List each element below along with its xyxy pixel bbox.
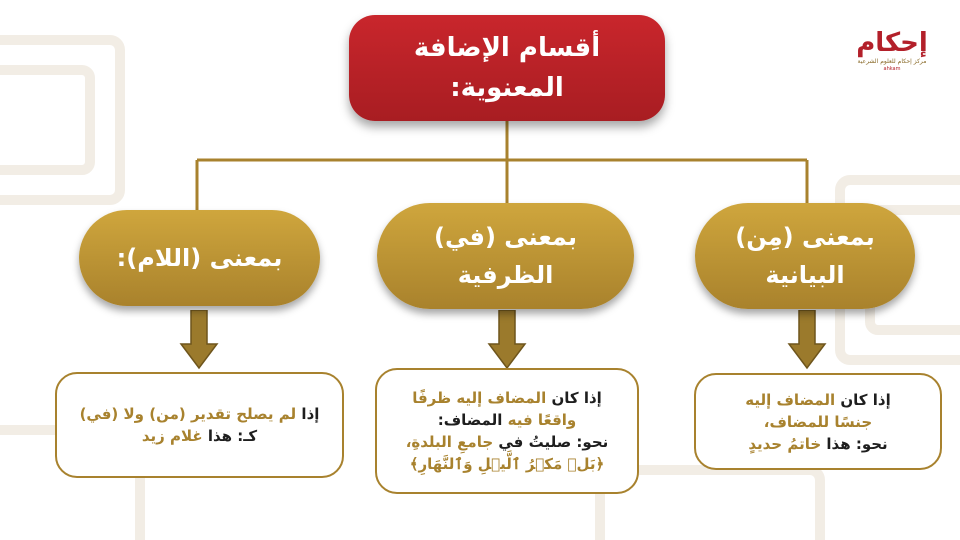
category-min-bayaniyya: [695, 203, 915, 309]
logo-tagline: ahkam: [883, 66, 901, 72]
desc-right-l3b: خاتمُ حديدٍ: [748, 434, 827, 453]
desc-right-l1b: المضاف إليه: [745, 390, 841, 409]
category-lam: [79, 210, 320, 306]
title-line-1: أقسام الإضافة: [413, 33, 601, 63]
desc-right-line-1: [706, 389, 930, 411]
desc-left-l2b: غلام زيد: [141, 427, 208, 445]
description-fi: [375, 368, 639, 494]
desc-left-l2a: كـ: هذا: [207, 427, 258, 445]
logo-name: إحكام: [856, 28, 928, 58]
category-middle-line-2: الظرفية: [457, 261, 554, 289]
down-arrow-middle: [487, 310, 527, 370]
desc-middle-quran-verse: ﴿بَلۡ مَكۡرُ ٱلَّيۡلِ وَٱلنَّهَارِ﴾: [409, 455, 605, 473]
category-right-line-1: بمعنى (مِن): [735, 223, 875, 251]
desc-left-l1b: لم يصلح تقدير (من) ولا (في): [79, 405, 302, 423]
desc-right-line-2: جنسًا للمضاف،: [763, 412, 873, 431]
desc-middle-l1a: إذا كان: [551, 389, 602, 407]
description-min: [694, 373, 942, 470]
category-fi-zarfiyya: [377, 203, 634, 309]
brand-logo: [852, 28, 932, 98]
desc-middle-l3b: جامعِ البلدةِ،: [405, 433, 499, 451]
desc-left-l1a: إذا: [301, 405, 320, 423]
category-middle-line-1: بمعنى (في): [433, 223, 577, 251]
down-arrow-left: [179, 310, 219, 370]
desc-middle-l2b: المضاف:: [437, 411, 508, 429]
title-line-2: المعنوية:: [450, 73, 564, 103]
desc-middle-line-3: [387, 431, 627, 453]
desc-middle-l2a: واقعًا فيه: [507, 411, 577, 429]
down-arrow-right: [787, 310, 827, 370]
logo-subtitle: مركز إحكام للعلوم الشرعية: [857, 58, 927, 65]
desc-middle-line-1: [387, 387, 627, 409]
desc-left-line-1: [67, 403, 332, 425]
desc-middle-l3a: نحو: صليتُ في: [498, 433, 609, 451]
desc-middle-line-2: [387, 409, 627, 431]
desc-right-l1a: إذا كان: [840, 390, 891, 409]
desc-right-line-3: [706, 433, 930, 455]
description-lam: [55, 372, 344, 478]
category-right-line-2: البيانية: [765, 261, 845, 289]
desc-middle-l1b: المضاف إليه ظرفًا: [412, 389, 552, 407]
main-title-box: [349, 15, 665, 121]
desc-right-l3a: نحو: هذا: [826, 434, 888, 453]
desc-left-line-2: [67, 425, 332, 447]
category-left-line-1: بمعنى (اللام):: [116, 244, 283, 272]
